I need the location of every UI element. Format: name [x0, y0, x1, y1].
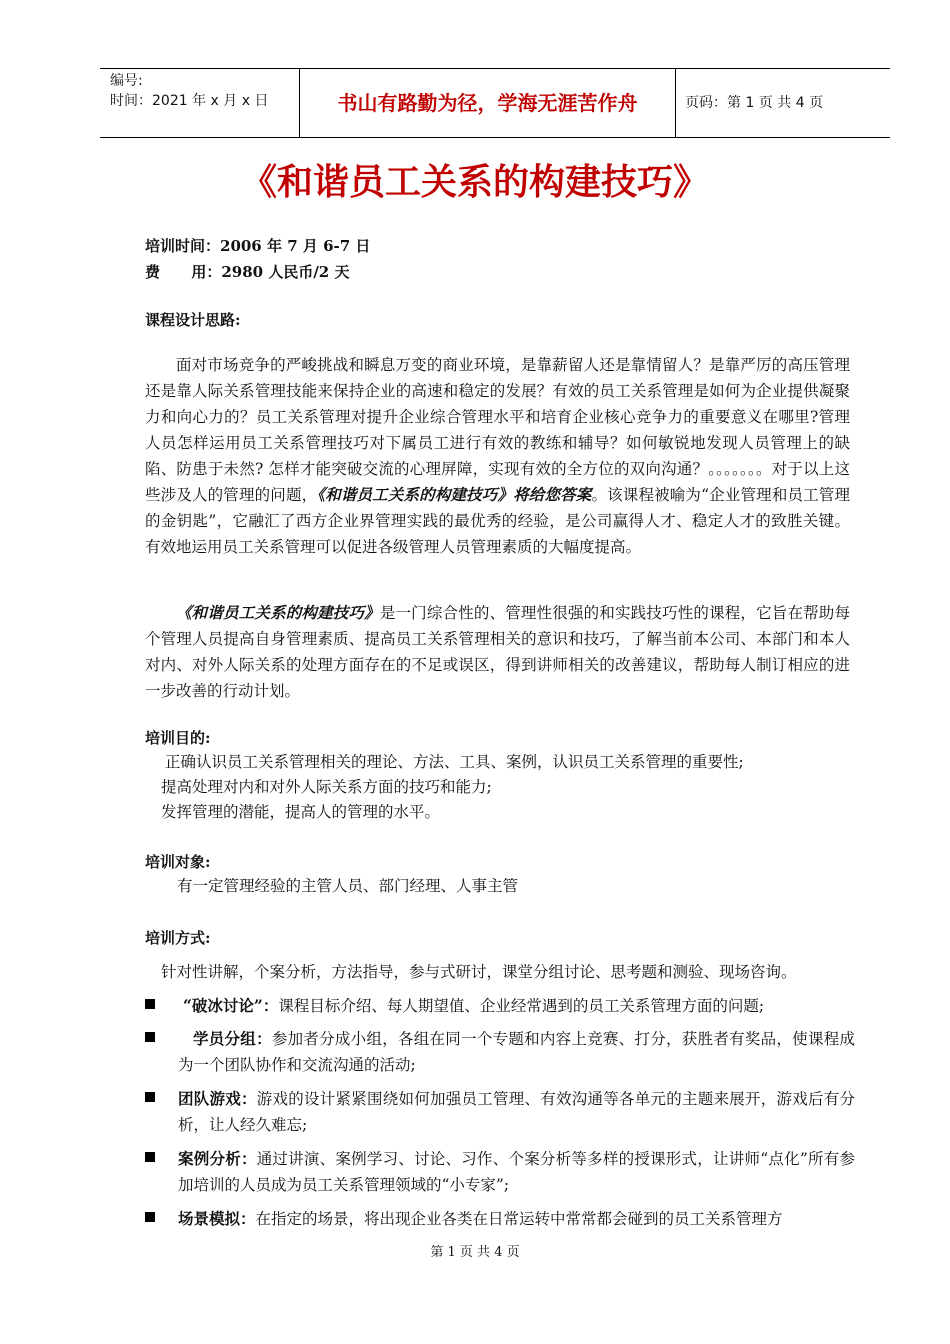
square-bullet-icon	[145, 1212, 155, 1222]
document-title: 《和谐员工关系的构建技巧》	[240, 162, 709, 203]
design-p1-text-end: 。该课程被喻为“企业管理和员工管理的金钥匙”，它融汇了西方企业界管理实践的最优秀的经验，是公司赢得人才、稳定人才的致胜关键。 有效地运用员工关系管理可以促进各级管理人员管理素质的大幅度提高。	[145, 486, 850, 556]
design-heading: 课程设计思路:	[145, 311, 241, 329]
bullet-text: 在指定的场景，将出现企业各类在日常运转中常常都会碰到的员工关系管理方	[255, 1210, 783, 1228]
page-footer: 第 1 页 共 4 页	[430, 1245, 520, 1260]
purpose-item: 正确认识员工关系管理相关的理论、方法、工具、案例，认识员工关系管理的重要性;	[165, 753, 744, 771]
square-bullet-icon	[145, 1032, 155, 1042]
bullet-label: 团队游戏：	[178, 1089, 257, 1108]
bullet-label: “破冰讨论”：	[183, 996, 279, 1015]
header-motto: 书山有路勤为径，学海无涯苦作舟	[300, 69, 676, 137]
design-p2-emphasis: 《和谐员工关系的构建技巧》	[176, 603, 380, 622]
training-fee	[145, 262, 349, 282]
design-p2-text: 是一门综合性的、管理性很强的和实践技巧性的课程，它旨在帮助每个管理人员提高自身管理素质、提高员工关系管理相关的意识和技巧，了解当前本公司、本部门和本人对内、对外人际关系的处理方面存在的不足或误区，得到讲师相关的改善建议，帮助每人制订相应的进一步改善的行动计划。	[145, 604, 850, 700]
square-bullet-icon	[145, 1152, 155, 1162]
audience-heading: 培训对象:	[145, 853, 211, 871]
training-time: 培训时间：2006 年 7 月 6-7 日	[145, 237, 371, 255]
bullet-text: 课程目标介绍、每人期望值、企业经常遇到的员工关系管理方面的问题;	[278, 997, 765, 1015]
bullet-label: 学员分组：	[193, 1029, 272, 1048]
purpose-item: 提高处理对内和对外人际关系方面的技巧和能力;	[161, 778, 492, 796]
purpose-heading: 培训目的:	[145, 729, 211, 747]
fee-label: 费 用：	[145, 263, 222, 281]
method-heading: 培训方式:	[145, 929, 211, 947]
method-intro: 针对性讲解，个案分析，方法指导，参与式研讨，课堂分组讨论、思考题和测验、现场咨询。	[161, 963, 797, 981]
header-page-info: 页码：第 1 页 共 4 页	[685, 95, 824, 111]
bullet-text: 通过讲演、案例学习、讨论、习作、个案分析等多样的授课形式，让讲师“点化”所有参加培训的人员成为员工关系管理领域的“小专家”;	[178, 1150, 855, 1194]
design-paragraph-1	[145, 352, 850, 560]
square-bullet-icon	[145, 1092, 155, 1102]
document-number-label: 编号:	[110, 73, 143, 89]
bullet-label: 案例分析：	[178, 1149, 257, 1168]
audience-text: 有一定管理经验的主管人员、部门经理、人事主管	[177, 877, 519, 895]
design-p1-emphasis: 《和谐员工关系的构建技巧》将给您答案	[317, 485, 592, 504]
document-time-label: 时间：2021 年 x 月 x 日	[110, 93, 269, 109]
header-meta-cell	[100, 69, 300, 137]
design-p1-text: 面对市场竞争的严峻挑战和瞬息万变的商业环境，是靠薪留人还是靠情留人？是靠严厉的高压管理还是靠人际关系管理技能来保持企业的高速和稳定的发展？有效的员工关系管理是如何为企业提供凝聚力和向心力的？员工关系管理对提升企业综合管理水平和培育企业核心竞争力的重要意义在哪里?管理人员怎样运用员工关系管理技巧对下属员工进行有效的教练和辅导？如何敏锐地发现人员管理上的缺陷、防患于未然? 怎样才能突破交流的心理屏障，实现有效的全方位的双向沟通？。。。。。。。对于以上这些涉及人的管理的问题，	[145, 356, 850, 504]
fee-value: 2980 人民币/2 天	[221, 263, 350, 281]
purpose-item: 发挥管理的潜能，提高人的管理的水平。	[161, 803, 441, 821]
bullet-text: 参加者分成小组，各组在同一个专题和内容上竞赛、打分，获胜者有奖品，使课程成为一个团队协作和交流沟通的活动;	[178, 1030, 855, 1074]
square-bullet-icon	[145, 999, 155, 1009]
bullet-label: 场景模拟：	[178, 1209, 256, 1228]
header-table	[100, 68, 890, 138]
design-paragraph-2	[145, 600, 850, 704]
bullet-text: 游戏的设计紧紧围绕如何加强员工管理、有效沟通等各单元的主题来展开，游戏后有分析，让人经久难忘;	[178, 1090, 855, 1134]
